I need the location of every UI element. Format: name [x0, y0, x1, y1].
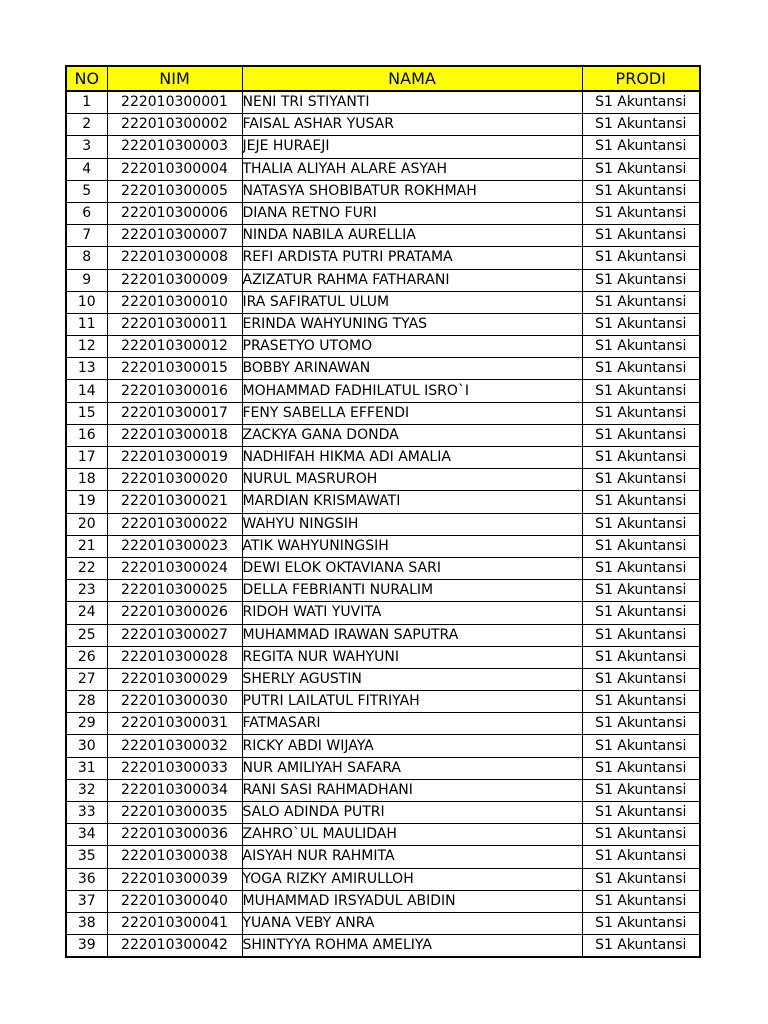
cell-prodi: S1 Akuntansi [582, 358, 700, 380]
cell-nim: 222010300019 [107, 447, 242, 469]
cell-no: 11 [66, 313, 107, 335]
cell-no: 20 [66, 513, 107, 535]
cell-nama: MUHAMMAD IRSYADUL ABIDIN [242, 890, 582, 912]
cell-nim: 222010300011 [107, 313, 242, 335]
cell-nama: YOGA RIZKY AMIRULLOH [242, 868, 582, 890]
cell-nama: YUANA VEBY ANRA [242, 912, 582, 934]
table-row [66, 380, 700, 402]
cell-no: 15 [66, 402, 107, 424]
cell-prodi: S1 Akuntansi [582, 469, 700, 491]
table-row [66, 114, 700, 136]
cell-no: 3 [66, 136, 107, 158]
cell-nim: 222010300030 [107, 691, 242, 713]
cell-no: 1 [66, 91, 107, 114]
cell-nim: 222010300015 [107, 358, 242, 380]
cell-no: 17 [66, 447, 107, 469]
table-row [66, 313, 700, 335]
table-row [66, 846, 700, 868]
cell-nama: RANI SASI RAHMADHANI [242, 779, 582, 801]
header-row [66, 66, 700, 91]
cell-nim: 222010300004 [107, 158, 242, 180]
cell-prodi: S1 Akuntansi [582, 136, 700, 158]
cell-nim: 222010300039 [107, 868, 242, 890]
cell-nama: NENI TRI STIYANTI [242, 91, 582, 114]
cell-nim: 222010300017 [107, 402, 242, 424]
cell-prodi: S1 Akuntansi [582, 158, 700, 180]
cell-prodi: S1 Akuntansi [582, 114, 700, 136]
cell-prodi: S1 Akuntansi [582, 424, 700, 446]
cell-no: 22 [66, 557, 107, 579]
cell-no: 29 [66, 713, 107, 735]
table-row [66, 668, 700, 690]
cell-no: 38 [66, 912, 107, 934]
header-prodi: PRODI [582, 66, 700, 91]
cell-nama: AZIZATUR RAHMA FATHARANI [242, 269, 582, 291]
cell-nama: IRA SAFIRATUL ULUM [242, 291, 582, 313]
cell-no: 16 [66, 424, 107, 446]
cell-nim: 222010300007 [107, 225, 242, 247]
table-row [66, 868, 700, 890]
cell-nim: 222010300023 [107, 535, 242, 557]
cell-prodi: S1 Akuntansi [582, 247, 700, 269]
cell-nim: 222010300008 [107, 247, 242, 269]
cell-prodi: S1 Akuntansi [582, 535, 700, 557]
cell-no: 36 [66, 868, 107, 890]
table-row [66, 180, 700, 202]
cell-prodi: S1 Akuntansi [582, 779, 700, 801]
cell-nama: AISYAH NUR RAHMITA [242, 846, 582, 868]
cell-prodi: S1 Akuntansi [582, 313, 700, 335]
cell-nim: 222010300016 [107, 380, 242, 402]
cell-nim: 222010300018 [107, 424, 242, 446]
cell-nama: NURUL MASRUROH [242, 469, 582, 491]
table-body [66, 91, 700, 957]
cell-prodi: S1 Akuntansi [582, 380, 700, 402]
cell-nim: 222010300029 [107, 668, 242, 690]
cell-nim: 222010300025 [107, 580, 242, 602]
cell-no: 25 [66, 624, 107, 646]
cell-nama: NINDA NABILA AURELLIA [242, 225, 582, 247]
table-row [66, 402, 700, 424]
cell-prodi: S1 Akuntansi [582, 602, 700, 624]
cell-prodi: S1 Akuntansi [582, 802, 700, 824]
cell-prodi: S1 Akuntansi [582, 824, 700, 846]
cell-nim: 222010300034 [107, 779, 242, 801]
cell-nim: 222010300041 [107, 912, 242, 934]
table-row [66, 779, 700, 801]
cell-no: 5 [66, 180, 107, 202]
cell-no: 7 [66, 225, 107, 247]
cell-no: 32 [66, 779, 107, 801]
cell-prodi: S1 Akuntansi [582, 447, 700, 469]
cell-nim: 222010300040 [107, 890, 242, 912]
cell-nama: ZAHRO`UL MAULIDAH [242, 824, 582, 846]
table-row [66, 624, 700, 646]
cell-nama: WAHYU NINGSIH [242, 513, 582, 535]
cell-no: 24 [66, 602, 107, 624]
table-row [66, 535, 700, 557]
cell-nim: 222010300002 [107, 114, 242, 136]
table-row [66, 447, 700, 469]
cell-nim: 222010300022 [107, 513, 242, 535]
cell-prodi: S1 Akuntansi [582, 691, 700, 713]
cell-nama: SHERLY AGUSTIN [242, 668, 582, 690]
cell-nim: 222010300021 [107, 491, 242, 513]
cell-nim: 222010300028 [107, 646, 242, 668]
cell-nim: 222010300005 [107, 180, 242, 202]
table-row [66, 935, 700, 958]
cell-prodi: S1 Akuntansi [582, 91, 700, 114]
cell-no: 21 [66, 535, 107, 557]
cell-prodi: S1 Akuntansi [582, 180, 700, 202]
table-row [66, 646, 700, 668]
table-row [66, 269, 700, 291]
table-row [66, 424, 700, 446]
cell-no: 23 [66, 580, 107, 602]
cell-nim: 222010300010 [107, 291, 242, 313]
table-row [66, 802, 700, 824]
cell-nim: 222010300036 [107, 824, 242, 846]
cell-no: 14 [66, 380, 107, 402]
cell-prodi: S1 Akuntansi [582, 668, 700, 690]
cell-nim: 222010300012 [107, 336, 242, 358]
table-row [66, 158, 700, 180]
cell-nim: 222010300035 [107, 802, 242, 824]
table-row [66, 557, 700, 579]
cell-no: 18 [66, 469, 107, 491]
cell-no: 37 [66, 890, 107, 912]
cell-no: 39 [66, 935, 107, 958]
cell-nim: 222010300031 [107, 713, 242, 735]
cell-prodi: S1 Akuntansi [582, 491, 700, 513]
cell-no: 13 [66, 358, 107, 380]
table-row [66, 513, 700, 535]
cell-prodi: S1 Akuntansi [582, 202, 700, 224]
cell-nama: ZACKYA GANA DONDA [242, 424, 582, 446]
cell-prodi: S1 Akuntansi [582, 557, 700, 579]
cell-nama: ATIK WAHYUNINGSIH [242, 535, 582, 557]
cell-nim: 222010300033 [107, 757, 242, 779]
cell-prodi: S1 Akuntansi [582, 846, 700, 868]
cell-nama: PUTRI LAILATUL FITRIYAH [242, 691, 582, 713]
cell-nim: 222010300003 [107, 136, 242, 158]
table-row [66, 890, 700, 912]
cell-nim: 222010300024 [107, 557, 242, 579]
cell-no: 12 [66, 336, 107, 358]
cell-prodi: S1 Akuntansi [582, 580, 700, 602]
cell-nim: 222010300027 [107, 624, 242, 646]
cell-no: 31 [66, 757, 107, 779]
cell-prodi: S1 Akuntansi [582, 757, 700, 779]
cell-prodi: S1 Akuntansi [582, 513, 700, 535]
cell-nama: SHINTYYA ROHMA AMELIYA [242, 935, 582, 958]
table-row [66, 491, 700, 513]
table-row [66, 757, 700, 779]
cell-no: 26 [66, 646, 107, 668]
cell-no: 19 [66, 491, 107, 513]
cell-nama: ERINDA WAHYUNING TYAS [242, 313, 582, 335]
cell-nama: FENY SABELLA EFFENDI [242, 402, 582, 424]
cell-prodi: S1 Akuntansi [582, 402, 700, 424]
cell-nim: 222010300032 [107, 735, 242, 757]
cell-nama: JEJE HURAEJI [242, 136, 582, 158]
table-row [66, 336, 700, 358]
cell-prodi: S1 Akuntansi [582, 912, 700, 934]
cell-prodi: S1 Akuntansi [582, 890, 700, 912]
cell-prodi: S1 Akuntansi [582, 735, 700, 757]
table-row [66, 469, 700, 491]
cell-nama: NATASYA SHOBIBATUR ROKHMAH [242, 180, 582, 202]
cell-nama: MARDIAN KRISMAWATI [242, 491, 582, 513]
cell-nama: THALIA ALIYAH ALARE ASYAH [242, 158, 582, 180]
header-nama: NAMA [242, 66, 582, 91]
cell-prodi: S1 Akuntansi [582, 336, 700, 358]
cell-nama: REGITA NUR WAHYUNI [242, 646, 582, 668]
cell-no: 28 [66, 691, 107, 713]
cell-prodi: S1 Akuntansi [582, 225, 700, 247]
table-row [66, 580, 700, 602]
cell-nama: SALO ADINDA PUTRI [242, 802, 582, 824]
student-table [65, 65, 701, 958]
cell-nama: BOBBY ARINAWAN [242, 358, 582, 380]
table-row [66, 91, 700, 114]
table-row [66, 713, 700, 735]
cell-no: 8 [66, 247, 107, 269]
cell-prodi: S1 Akuntansi [582, 713, 700, 735]
table-row [66, 358, 700, 380]
cell-prodi: S1 Akuntansi [582, 269, 700, 291]
cell-nim: 222010300020 [107, 469, 242, 491]
cell-no: 30 [66, 735, 107, 757]
cell-nama: RIDOH WATI YUVITA [242, 602, 582, 624]
cell-nim: 222010300009 [107, 269, 242, 291]
table-row [66, 225, 700, 247]
cell-no: 2 [66, 114, 107, 136]
cell-nama: NUR AMILIYAH SAFARA [242, 757, 582, 779]
cell-no: 6 [66, 202, 107, 224]
cell-prodi: S1 Akuntansi [582, 935, 700, 958]
table-row [66, 136, 700, 158]
cell-prodi: S1 Akuntansi [582, 646, 700, 668]
cell-nama: DIANA RETNO FURI [242, 202, 582, 224]
header-no: NO [66, 66, 107, 91]
cell-no: 33 [66, 802, 107, 824]
cell-prodi: S1 Akuntansi [582, 291, 700, 313]
cell-nim: 222010300042 [107, 935, 242, 958]
cell-prodi: S1 Akuntansi [582, 624, 700, 646]
cell-no: 9 [66, 269, 107, 291]
cell-no: 10 [66, 291, 107, 313]
cell-nim: 222010300006 [107, 202, 242, 224]
cell-nama: MOHAMMAD FADHILATUL ISRO`I [242, 380, 582, 402]
table-row [66, 202, 700, 224]
cell-no: 34 [66, 824, 107, 846]
header-nim: NIM [107, 66, 242, 91]
table-row [66, 912, 700, 934]
cell-nama: DEWI ELOK OKTAVIANA SARI [242, 557, 582, 579]
cell-nama: PRASETYO UTOMO [242, 336, 582, 358]
cell-nim: 222010300001 [107, 91, 242, 114]
cell-nama: RICKY ABDI WIJAYA [242, 735, 582, 757]
cell-no: 27 [66, 668, 107, 690]
cell-nama: FAISAL ASHAR YUSAR [242, 114, 582, 136]
cell-nama: MUHAMMAD IRAWAN SAPUTRA [242, 624, 582, 646]
cell-nama: FATMASARI [242, 713, 582, 735]
cell-nim: 222010300026 [107, 602, 242, 624]
table-row [66, 735, 700, 757]
table-row [66, 691, 700, 713]
cell-nama: DELLA FEBRIANTI NURALIM [242, 580, 582, 602]
cell-prodi: S1 Akuntansi [582, 868, 700, 890]
cell-nim: 222010300038 [107, 846, 242, 868]
cell-no: 4 [66, 158, 107, 180]
cell-no: 35 [66, 846, 107, 868]
cell-nama: REFI ARDISTA PUTRI PRATAMA [242, 247, 582, 269]
table-row [66, 824, 700, 846]
table-row [66, 291, 700, 313]
table-row [66, 602, 700, 624]
table-row [66, 247, 700, 269]
cell-nama: NADHIFAH HIKMA ADI AMALIA [242, 447, 582, 469]
